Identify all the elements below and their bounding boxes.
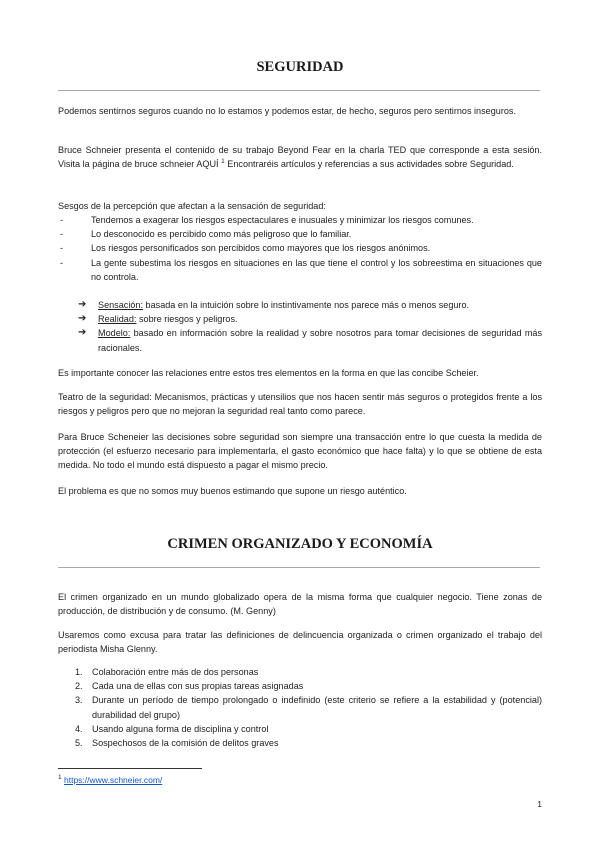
decisions-paragraph: Para Bruce Scheneier las decisiones sobre seguridad son siempre una transacción entre lo que cuesta la medida de protección (el esfuerzo necesario para implementarla, el gasto económico que hace falta) y lo que se obtiene de esta medida. No todo el mundo está dispuesto a pagar el mismo precio. — [58, 432, 542, 471]
section-title-crimen: CRIMEN ORGANIZADO Y ECONOMÍA — [167, 536, 433, 552]
arrow-icon: ➔ — [78, 299, 87, 310]
list-item: - Los riesgos personificados son percibidos como mayores que los riesgos anónimos. — [60, 243, 431, 254]
list-item: - La gente subestima los riesgos en situaciones en las que tiene el control y los sobreestima en situaciones que no controla. — [60, 257, 542, 282]
list-item: 3. Durante un período de tiempo prolongado o indefinido (este criterio se refiere a la estabilidad y (potencial) durabilidad del grupo) — [75, 695, 542, 720]
arrow-icon: ➔ — [78, 313, 87, 325]
intro-paragraph: Podemos sentirnos seguros cuando no lo estamos y podemos estar, de hecho, seguros pero sentirnos inseguros. — [58, 106, 516, 116]
list-item: 1. Colaboración entre más de dos personas — [75, 667, 259, 677]
concept-term: Modelo: — [98, 328, 131, 339]
schneier-paragraph — [58, 143, 542, 171]
footnote — [58, 775, 162, 785]
list-item: ➔ Modelo: basado en información sobre la realidad y sobre nosotros para tomar decisiones de seguridad más racionales. — [78, 327, 542, 353]
schneier-link[interactable]: https://www.schneier.com/ — [64, 775, 163, 785]
footnote-divider — [58, 768, 202, 769]
concept-term: Sensación: — [98, 300, 143, 310]
page-number: 1 — [537, 799, 542, 809]
schneier-text: Bruce Schneier presenta el contenido de su trabajo Beyond Fear en la charla TED que corresponde a esta sesión. Visita la página de bruce schneier AQUÍ — [58, 145, 542, 170]
biases-list — [58, 213, 542, 284]
biases-intro: Sesgos de la percepción que afectan a la sensación de seguridad: — [58, 201, 326, 211]
title-divider — [58, 90, 540, 91]
concept-term: Realidad: — [98, 314, 137, 325]
list-item: 5. Sospechosos de la comisión de delitos graves — [75, 738, 279, 749]
footnote-number: 1 — [58, 774, 62, 782]
schneier-text-cont: Encontraréis artículos y referencias a sus actividades sobre Seguridad. — [224, 159, 514, 170]
list-item: ➔ Realidad: sobre riesgos y peligros. — [78, 312, 542, 326]
list-item: - Lo desconocido es percibido como más peligroso que lo familiar. — [60, 229, 352, 240]
footnote-reference[interactable]: 1 — [221, 158, 225, 166]
relations-paragraph: Es importante conocer las relaciones entre estos tres elementos en la forma en que las concibe Scheier. — [58, 368, 479, 378]
arrow-icon: ➔ — [78, 327, 87, 339]
crime-intro-paragraph: El crimen organizado en un mundo globalizado opera de la misma forma que cualquier negocio. Tiene zonas de producción, de distribución y de consumo. (M. Genny) — [58, 592, 542, 617]
section-title-seguridad: SEGURIDAD — [256, 59, 344, 75]
problem-paragraph: El problema es que no somos muy buenos estimando que supone un riesgo auténtico. — [58, 486, 407, 496]
security-theater-paragraph: Teatro de la seguridad: Mecanismos, prácticas y utensilios que nos hacen sentir más seguros o protegidos frente a los riesgos y peligros pero que no mejoran la seguridad real tanto como parece. — [58, 392, 542, 417]
glenny-paragraph: Usaremos como excusa para tratar las definiciones de delincuencia organizada o crimen organizado el trabajo del periodista Misha Glenny. — [58, 630, 542, 655]
title-divider — [58, 567, 540, 568]
concepts-list — [78, 298, 542, 355]
list-item: ➔ Sensación: basada en la intuición sobre lo instintivamente nos parece más o menos seguro. — [78, 298, 542, 312]
list-item: - Tendemos a exagerar los riesgos espectaculares e inusuales y minimizar los riesgos comunes. — [60, 215, 474, 225]
criteria-list — [75, 665, 542, 750]
list-item: 2. Cada una de ellas con sus propias tareas asignadas — [75, 681, 304, 692]
list-item: 4. Usando alguna forma de disciplina y control — [75, 723, 269, 734]
